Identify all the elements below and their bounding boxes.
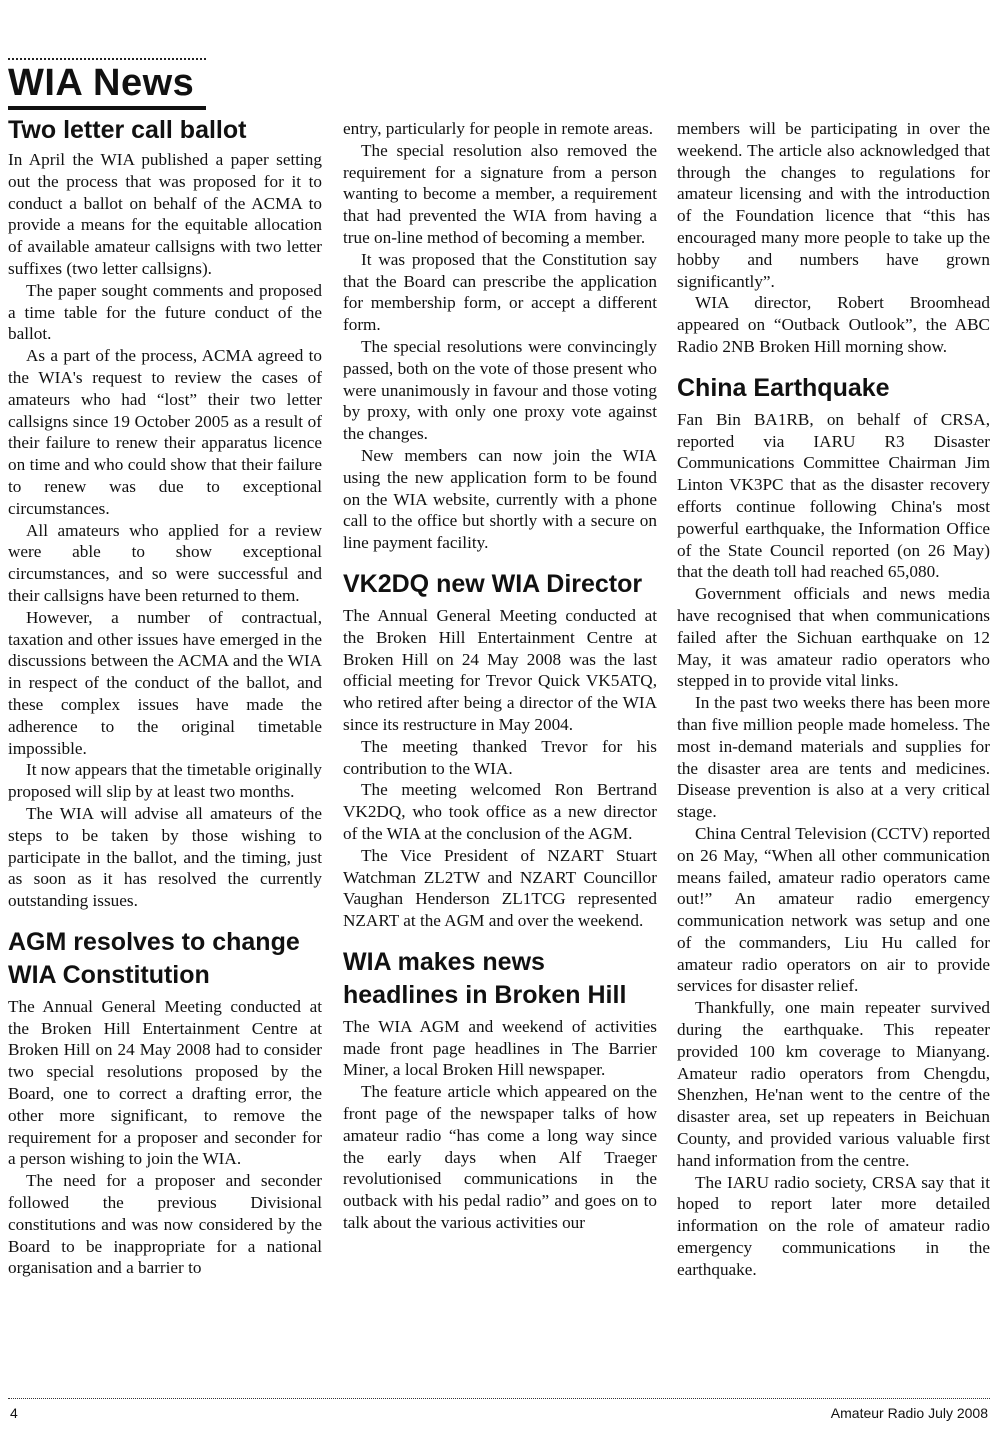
- article-agm-constitution: [8, 926, 322, 1279]
- article-paragraph-continued: entry, particularly for people in remote areas.: [343, 119, 654, 138]
- article-news-headlines-continued: [677, 118, 990, 358]
- article-paragraph: However, a number of contractual, taxation and other issues have emerged in the discussions between the ACMA and the WIA in respect of the conduct of the ballot, and these complex issues have made the adherence to the original timetable impossible.: [8, 607, 322, 758]
- article-heading: Two letter call ballot: [8, 116, 247, 144]
- masthead-rule: [8, 58, 206, 60]
- article-paragraph: In April the WIA published a paper setting out the process that was proposed for it to conduct a ballot on behalf of the ACMA to provide a means for the equitable allocation of available amateur callsigns with two letter suffixes (two letter callsigns).: [8, 150, 322, 278]
- article-paragraph: Thankfully, one main repeater survived during the earthquake. This repeater provided 100 km coverage to Mianyang. Amateur radio operators from Chengdu, Shenzhen, He'nan went to the centre of the disaster area, set up repeaters in Beichuan County, and provided various valuable first hand information from the centre.: [677, 998, 990, 1170]
- article-paragraph: The need for a proposer and seconder followed the previous Divisional constitutions and was now considered by the Board to be inappropriate for a national organisation and a barrier to: [8, 1171, 322, 1278]
- article-paragraph: The Vice President of NZART Stuart Watchman ZL2TW and NZART Councillor Vaughan Henderson ZL1TCG represented NZART at the AGM and over the weekend.: [343, 845, 657, 931]
- article-paragraph: All amateurs who applied for a review were able to show exceptional circumstances, and so were successful and their callsigns have been returned to them.: [8, 520, 322, 605]
- article-paragraph: In the past two weeks there has been more than five million people made homeless. The most in-demand materials and supplies for the disaster area are tents and medicines. Disease prevention is also at a very critical stage.: [677, 693, 990, 822]
- article-paragraph: The Annual General Meeting conducted at the Broken Hill Entertainment Centre at Broken Hill on 24 May 2008 was the last official meeting for Trevor Quick VK5ATQ, who retired after being a director of the WIA since its restructure in May 2004.: [343, 605, 657, 734]
- article-news-headlines: [343, 946, 657, 1234]
- article-paragraph: New members can now join the WIA using the new application form to be found on the WIA website, currently with a phone call to the office but shortly with a secure on line payment facility.: [343, 445, 657, 553]
- article-paragraph: Fan Bin BA1RB, on behalf of CRSA, reported via IARU R3 Disaster Communications Committee Chairman Jim Linton VK3PC that as the disaster recovery efforts continue following China's most powerful earthquake, the Information Office of the State Council reported (on 26 May) that the death toll had reached 65,080.: [677, 409, 990, 582]
- article-china-earthquake: [677, 372, 990, 1281]
- article-paragraph: The WIA will advise all amateurs of the steps to be taken by those wishing to participate in the ballot, and the timing, just as soon as it has resolved the currently outstanding issues.: [8, 803, 322, 911]
- article-paragraph: The IARU radio society, CRSA say that it hoped to report later more detailed information on the role of amateur radio emergency communications in the earthquake.: [677, 1172, 990, 1279]
- article-heading: China Earthquake: [677, 373, 890, 402]
- article-heading: WIA makes news headlines in Broken Hill: [343, 947, 627, 1009]
- article-paragraph: The special resolution also removed the requirement for a signature from a person wanting to become a member, a requirement that had prevented the WIA from having a true on-line method of becoming a member.: [343, 140, 657, 247]
- article-heading: VK2DQ new WIA Director: [343, 569, 643, 598]
- article-paragraph: WIA director, Robert Broomhead appeared on “Outback Outlook”, the ABC Radio 2NB Broken Hill morning show.: [677, 293, 990, 356]
- column-1: [8, 114, 322, 1398]
- article-paragraph-continued: members will be participating in over the weekend. The article also acknowledged that through the changes to regulations for amateur licensing and with the introduction of the Foundation licence that “this has encouraged many more people to take up the hobby and numbers have grown significantly”.: [677, 119, 990, 291]
- section-title: WIA News: [8, 62, 206, 110]
- article-paragraph: The meeting welcomed Ron Bertrand VK2DQ, who took office as a new director of the WIA at the conclusion of the AGM.: [343, 780, 657, 843]
- article-paragraph: It now appears that the timetable originally proposed will slip by at least two months.: [8, 760, 322, 802]
- article-paragraph: The meeting thanked Trevor for his contribution to the WIA.: [343, 736, 657, 778]
- article-paragraph: Government officials and news media have recognised that when communications failed after the Sichuan earthquake on 12 May, it was amateur radio operators who stepped in to provide vital links.: [677, 584, 990, 691]
- publication-name: Amateur Radio July 2008: [830, 1405, 988, 1421]
- article-paragraph: The Annual General Meeting conducted at the Broken Hill Entertainment Centre at Broken Hill on 24 May 2008 had to consider two special resolutions proposed by the Board, one to correct a drafting error, the other more significant, to remove the requirement for a proposer and seconder for a person wishing to join the WIA.: [8, 996, 322, 1169]
- article-paragraph: The paper sought comments and proposed a time table for the future conduct of the ballot.: [8, 280, 322, 344]
- article-paragraph: The WIA AGM and weekend of activities made front page headlines in The Barrier Miner, a local Broken Hill newspaper.: [343, 1016, 657, 1080]
- article-paragraph: As a part of the process, ACMA agreed to the WIA's request to review the cases of amateurs who had “lost” their two letter callsigns since 19 October 2005 as a result of their failure to renew their apparatus licence on time and who could show that their failure to renew was due to exceptional circumstances.: [8, 346, 322, 518]
- page-number: 4: [10, 1405, 18, 1421]
- masthead: [8, 58, 206, 110]
- article-paragraph: It was proposed that the Constitution say that the Board can prescribe the application for membership form, or accept a different form.: [343, 249, 657, 335]
- article-paragraph: China Central Television (CCTV) reported on 26 May, “When all other communication means failed, amateur radio operators came out!” An amateur radio emergency communication network was setup and one of the commanders, Liu Hu called for amateur radio operators on air to provide services for disaster relief.: [677, 823, 990, 996]
- footer-rule: [8, 1398, 990, 1399]
- article-agm-constitution-continued: [343, 118, 657, 554]
- column-3: [677, 118, 990, 1398]
- article-two-letter-call-ballot: [8, 114, 322, 912]
- article-heading: AGM resolves to change WIA Constitution: [8, 927, 300, 989]
- article-vk2dq-director: [343, 568, 657, 932]
- article-paragraph: The feature article which appeared on the front page of the newspaper talks of how amateur radio “has come a long way since the early days when Alf Traeger revolutionised communications in the outback with his pedal radio” and goes on to talk about the various activities our: [343, 1082, 657, 1233]
- article-paragraph: The special resolutions were convincingly passed, both on the vote of those present who were unanimously in favour and those voting by proxy, with only one proxy vote against the changes.: [343, 336, 657, 444]
- column-2: [343, 118, 657, 1398]
